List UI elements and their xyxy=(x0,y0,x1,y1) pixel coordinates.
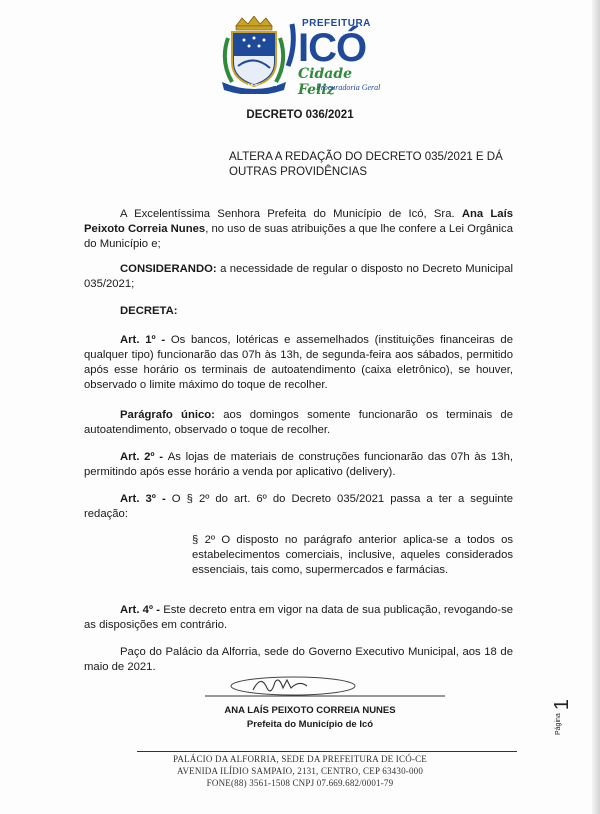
decree-subject: ALTERA A REDAÇÃO DO DECRETO 035/2021 E DÁ OUTRAS PROVIDÊNCIAS xyxy=(229,151,503,178)
mayor-name: Ana Laís Peixoto Correia Nunes xyxy=(84,208,513,235)
decree-title: DECRETO 036/2021 xyxy=(246,109,354,121)
article-4 xyxy=(84,603,513,633)
art1-label: Art. 1º - xyxy=(120,334,171,346)
art3-label: Art. 3º - xyxy=(120,493,172,505)
paragrafo-unico xyxy=(84,408,513,438)
signatory-role: Prefeita do Município de Icó xyxy=(246,719,374,730)
art4-text: Este decreto entra em vigor na data de sua publicação, revogando-se as disposições em contrário. xyxy=(84,604,514,631)
slogan: Cidade Feliz xyxy=(298,66,353,98)
art4-label: Art. 4º - xyxy=(120,604,164,616)
page-label: Página xyxy=(555,713,562,735)
header-logo xyxy=(218,16,388,98)
footer-divider xyxy=(137,751,517,752)
seal-ribbon-text: 25 DE JULHO DE 1738 xyxy=(234,82,278,87)
footer-line-3: FONE(88) 3561-1508 CNPJ 07.669.682/0001-79 xyxy=(206,778,394,788)
intro-post: , no uso de suas atribuições a que lhe confere a Lei Orgânica do Município e; xyxy=(84,223,513,250)
article-1 xyxy=(84,333,513,393)
decreta-paragraph xyxy=(84,304,513,319)
page-edge-shadow xyxy=(592,0,600,814)
art3-text: O § 2º do art. 6º do Decreto 035/2021 passa a ter a seguinte redação: xyxy=(84,493,514,520)
prefeitura-label: PREFEITURA xyxy=(302,18,371,29)
art1-text: Os bancos, lotéricas e assemelhados (instituições financeiras de qualquer tipo) funcionarão das 07h às 13h, de segunda-feira aos sábados, permitido após esse horário os terminais de autoatendimento (caixa eletrônico), se houver, observado o limite máximo do toque de recolher. xyxy=(84,334,513,391)
signatory-name: ANA LAÍS PEIXOTO CORREIA NUNES xyxy=(224,705,396,716)
footer-line-1: PALÁCIO DA ALFORRIA, SEDE DA PREFEITURA DE ICÓ-CE xyxy=(173,754,427,764)
art2-label: Art. 2º - xyxy=(120,451,168,463)
decreta-label: DECRETA: xyxy=(120,305,178,317)
paragrafo-unico-text: aos domingos somente funcionarão os terminais de autoatendimento, observado o toque de recolher. xyxy=(84,409,513,436)
considerando-paragraph xyxy=(84,262,513,292)
considerando-label: CONSIDERANDO: xyxy=(120,263,217,275)
intro-pre: A Excelentíssima Senhora Prefeita do Município de Icó, Sra. xyxy=(120,208,462,220)
department: Procuradoria Geral xyxy=(316,83,381,92)
article-3-quote: § 2º O disposto no parágrafo anterior aplica-se a todos os estabelecimentos comerciais, inclusive, aqueles considerados essenciais, tais como, supermercados e farmácias. xyxy=(192,534,513,576)
page-number: 1 xyxy=(551,698,574,711)
intro-paragraph xyxy=(84,207,513,252)
city-name: ICÓ xyxy=(298,26,367,70)
article-2 xyxy=(84,450,513,480)
footer-line-2: AVENIDA ILÍDIO SAMPAIO, 2131, CENTRO, CEP 63430-000 xyxy=(176,766,424,776)
considerando-text: a necessidade de regular o disposto no Decreto Municipal 035/2021; xyxy=(84,263,513,290)
article-3 xyxy=(84,492,513,522)
closing-paragraph: Paço do Palácio da Alforria, sede do Governo Executivo Municipal, aos 18 de maio de 2021. xyxy=(84,646,513,673)
art2-text: As lojas de materiais de construções funcionarão das 07h às 13h, permitindo após esse horário a venda por aplicativo (delivery). xyxy=(84,451,513,478)
paragrafo-unico-label: Parágrafo único: xyxy=(120,409,215,421)
